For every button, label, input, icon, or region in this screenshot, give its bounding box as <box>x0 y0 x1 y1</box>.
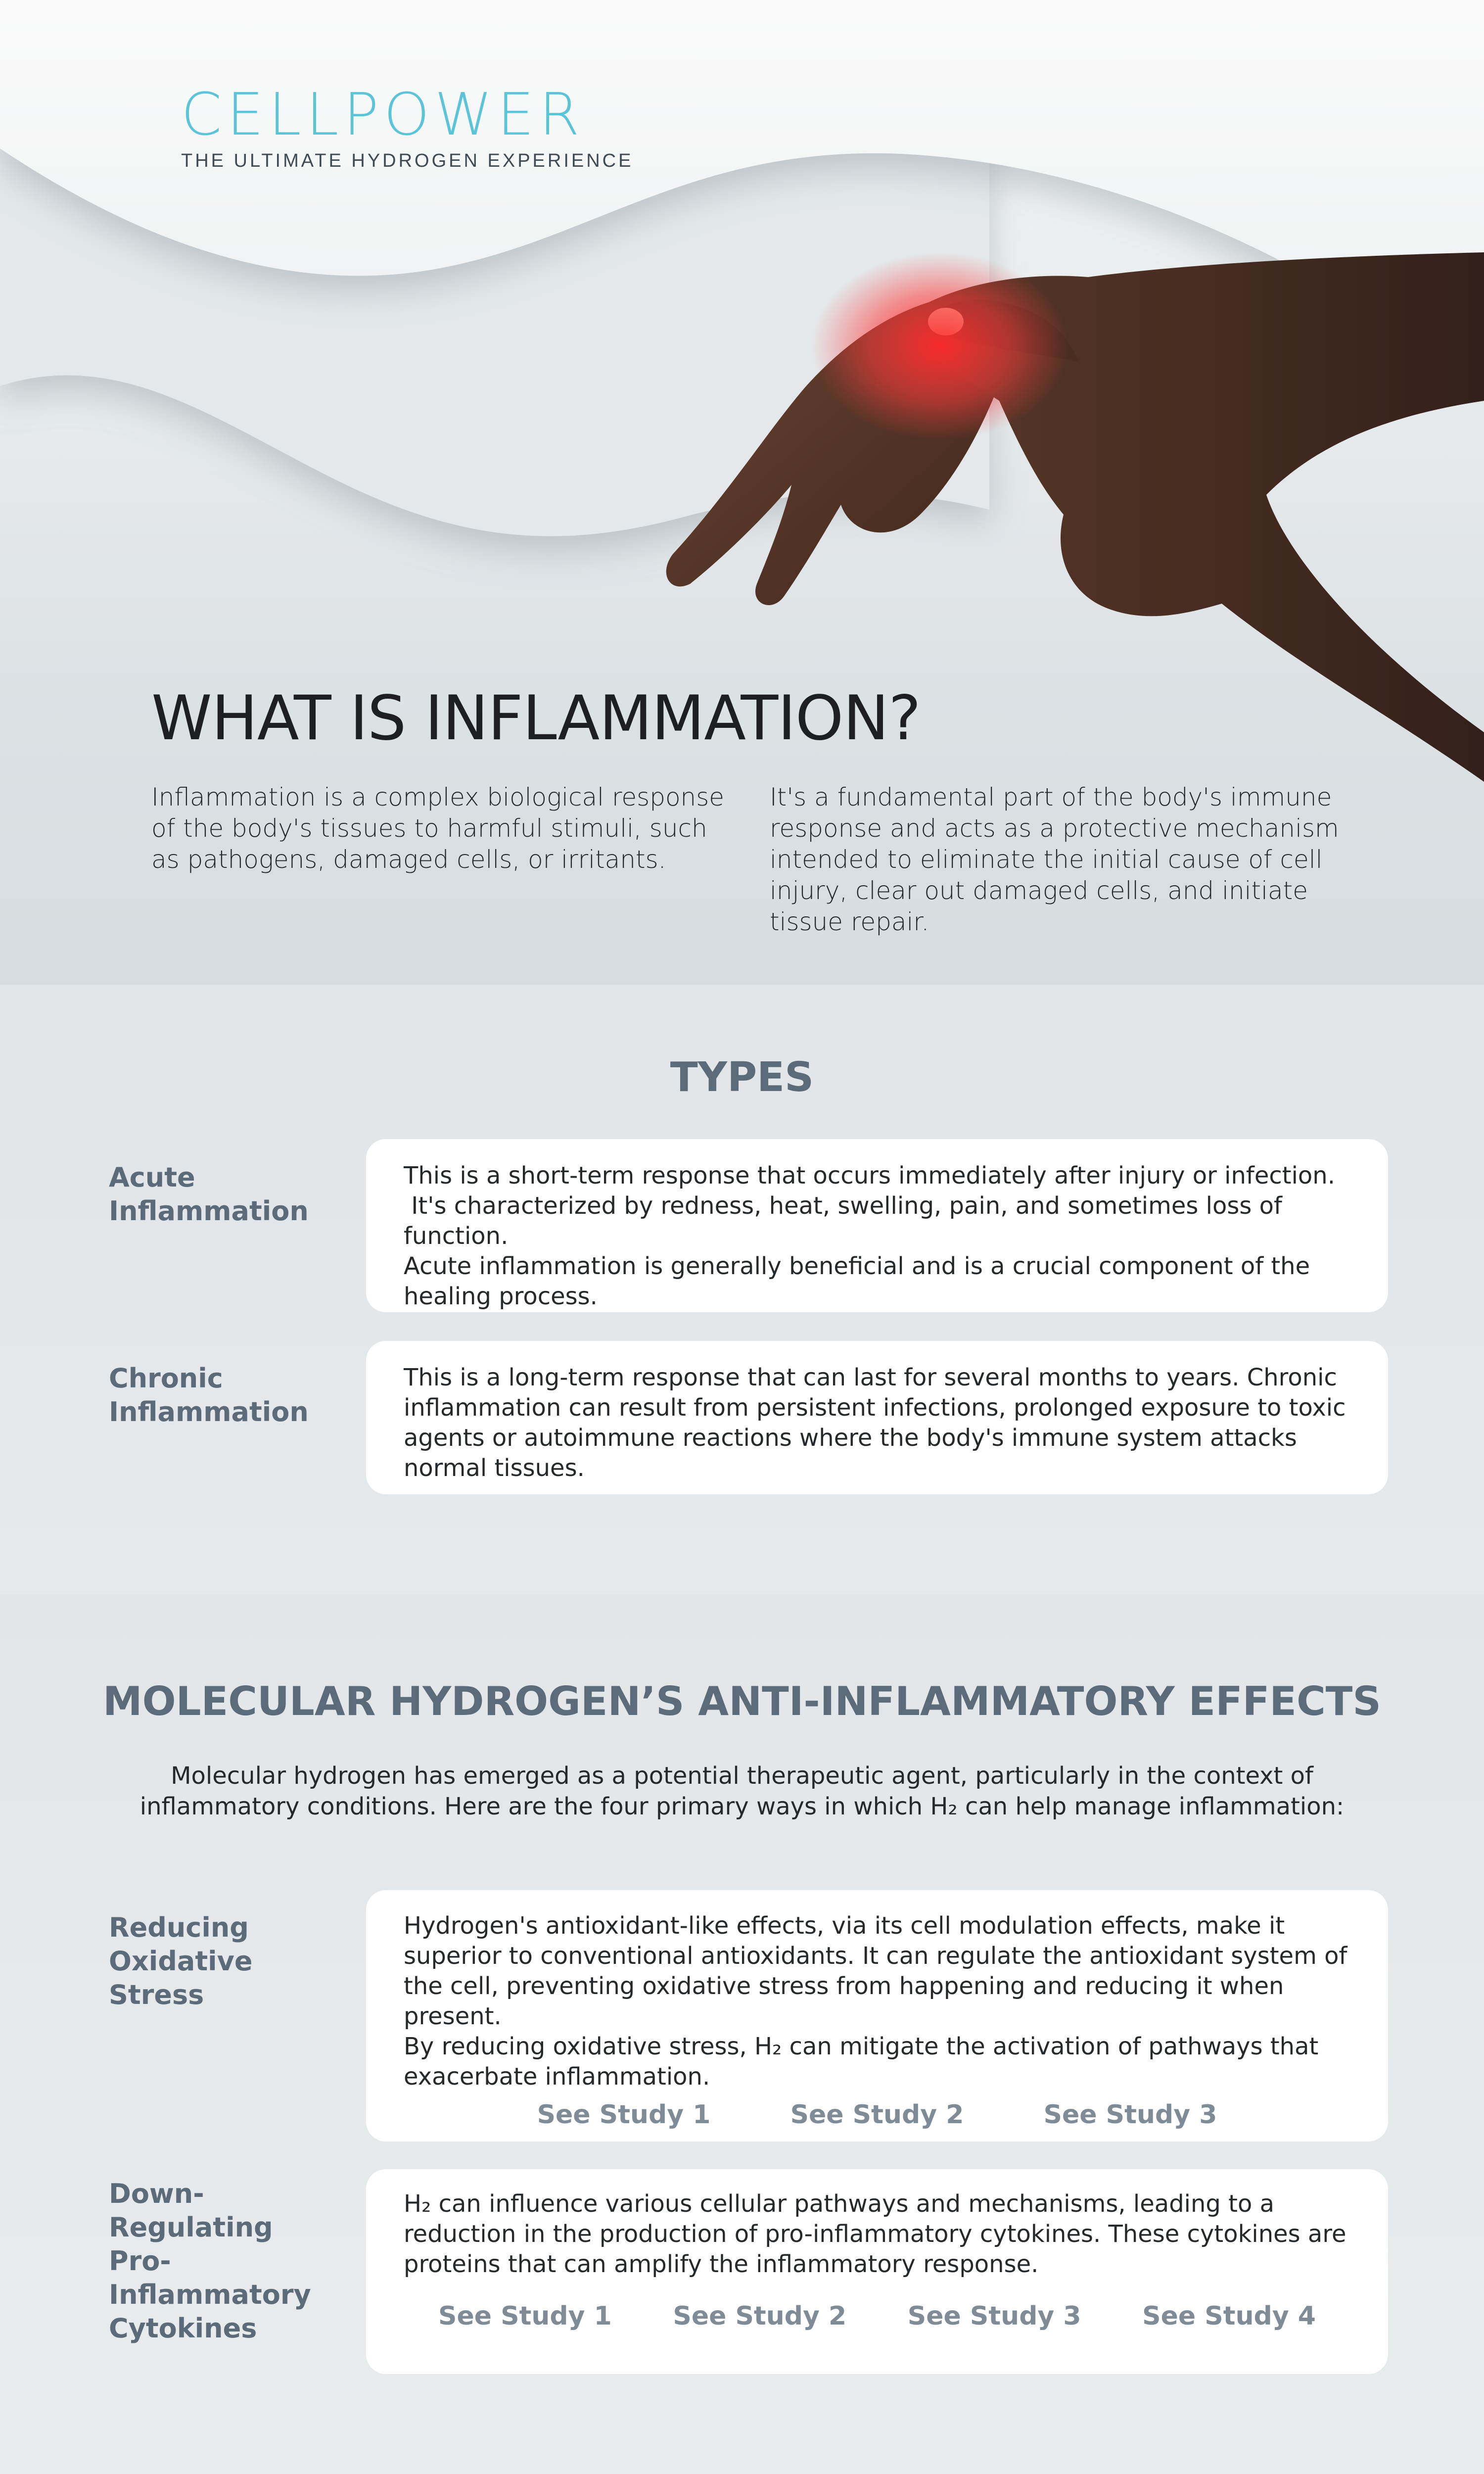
chronic-label <box>109 1362 346 1429</box>
intro-paragraph-right: It's a fundamental part of the body's immune response and acts as a protective mechanism intended to eliminate the initial cause of cell injury, clear out damaged cells, and initiate tissue repair. <box>770 783 1339 936</box>
logo-tagline: THE ULTIMATE HYDROGEN EXPERIENCE <box>181 150 634 171</box>
hero-section <box>0 0 1484 985</box>
cytokines-card <box>366 2169 1388 2374</box>
oxidative-label-line: Reducing <box>109 1912 249 1943</box>
types-title: TYPES <box>670 1054 814 1101</box>
chronic-label-line: Inflammation <box>109 1396 309 1427</box>
oxidative-text: By reducing oxidative stress, H₂ can mitigate the activation of pathways that exacerbate inflammation. <box>404 2033 1319 2091</box>
oxidative-stress-label <box>109 1911 346 2012</box>
hydrogen-intro: Molecular hydrogen has emerged as a potential therapeutic agent, particularly in the context of inflammatory conditions. Here are the four primary ways in which H₂ can help manage inflammation: <box>139 1762 1345 1820</box>
acute-text-line: This is a short-term response that occurs immediately after injury or infection. <box>404 1162 1335 1189</box>
cytokines-study-links <box>404 2301 1350 2331</box>
study-2-link[interactable]: See Study 2 <box>790 2100 964 2130</box>
oxidative-label-line: Oxidative Stress <box>109 1946 253 2010</box>
types-section <box>0 985 1484 1594</box>
acute-label-line: Acute <box>109 1162 195 1193</box>
oxidative-study-links <box>404 2100 1350 2130</box>
acute-card <box>366 1139 1388 1312</box>
acute-label <box>109 1161 346 1228</box>
acute-text-line: Acute inflammation is generally beneficial and is a crucial component of the healing process. <box>404 1252 1310 1310</box>
intro-paragraph-left: Inflammation is a complex biological response of the body's tissues to harmful stimuli, such as pathogens, damaged cells, or irritants. <box>151 783 725 874</box>
study-1-link[interactable]: See Study 1 <box>537 2100 711 2130</box>
cytokines-label <box>109 2177 346 2345</box>
brand-logo[interactable] <box>181 80 634 172</box>
study-4-link[interactable]: See Study 4 <box>1142 2301 1316 2331</box>
oxidative-stress-card <box>366 1890 1388 2141</box>
study-3-link[interactable]: See Study 3 <box>1043 2100 1217 2130</box>
cytokines-label-line: Down-Regulating <box>109 2178 273 2243</box>
hydrogen-title: MOLECULAR HYDROGEN’S ANTI-INFLAMMATORY EFFECTS <box>103 1678 1381 1724</box>
hydrogen-effects-section <box>0 1594 1484 2474</box>
acute-label-line: Inflammation <box>109 1195 309 1227</box>
page-title: WHAT IS INFLAMMATION? <box>151 683 921 754</box>
cytokines-label-line: Pro-Inflammatory <box>109 2245 311 2310</box>
logo-wordmark: CELLPOWER <box>181 80 585 148</box>
cytokines-text: H₂ can influence various cellular pathways and mechanisms, leading to a reduction in the production of pro-inflammatory cytokines. These cytokines are proteins that can amplify the inflammatory response. <box>404 2190 1346 2278</box>
study-2-link[interactable]: See Study 2 <box>673 2301 847 2331</box>
chronic-label-line: Chronic <box>109 1363 223 1394</box>
oxidative-text: Hydrogen's antioxidant-like effects, via its cell modulation effects, make it superior to conventional antioxidants. It can regulate the antioxidant system of the cell, preventing oxidative stress from happening and reducing it when present. <box>404 1912 1347 2030</box>
cytokines-label-line: Cytokines <box>109 2313 257 2344</box>
chronic-card <box>366 1341 1388 1494</box>
chronic-text: This is a long-term response that can last for several months to years. Chronic inflammation can result from persistent infections, prolonged exposure to toxic agents or autoimmune reactions where the body's immune system attacks normal tissues. <box>404 1364 1346 1482</box>
study-1-link[interactable]: See Study 1 <box>438 2301 612 2331</box>
acute-text-line: It's characterized by redness, heat, swelling, pain, and sometimes loss of function. <box>404 1192 1290 1250</box>
study-3-link[interactable]: See Study 3 <box>907 2301 1081 2331</box>
